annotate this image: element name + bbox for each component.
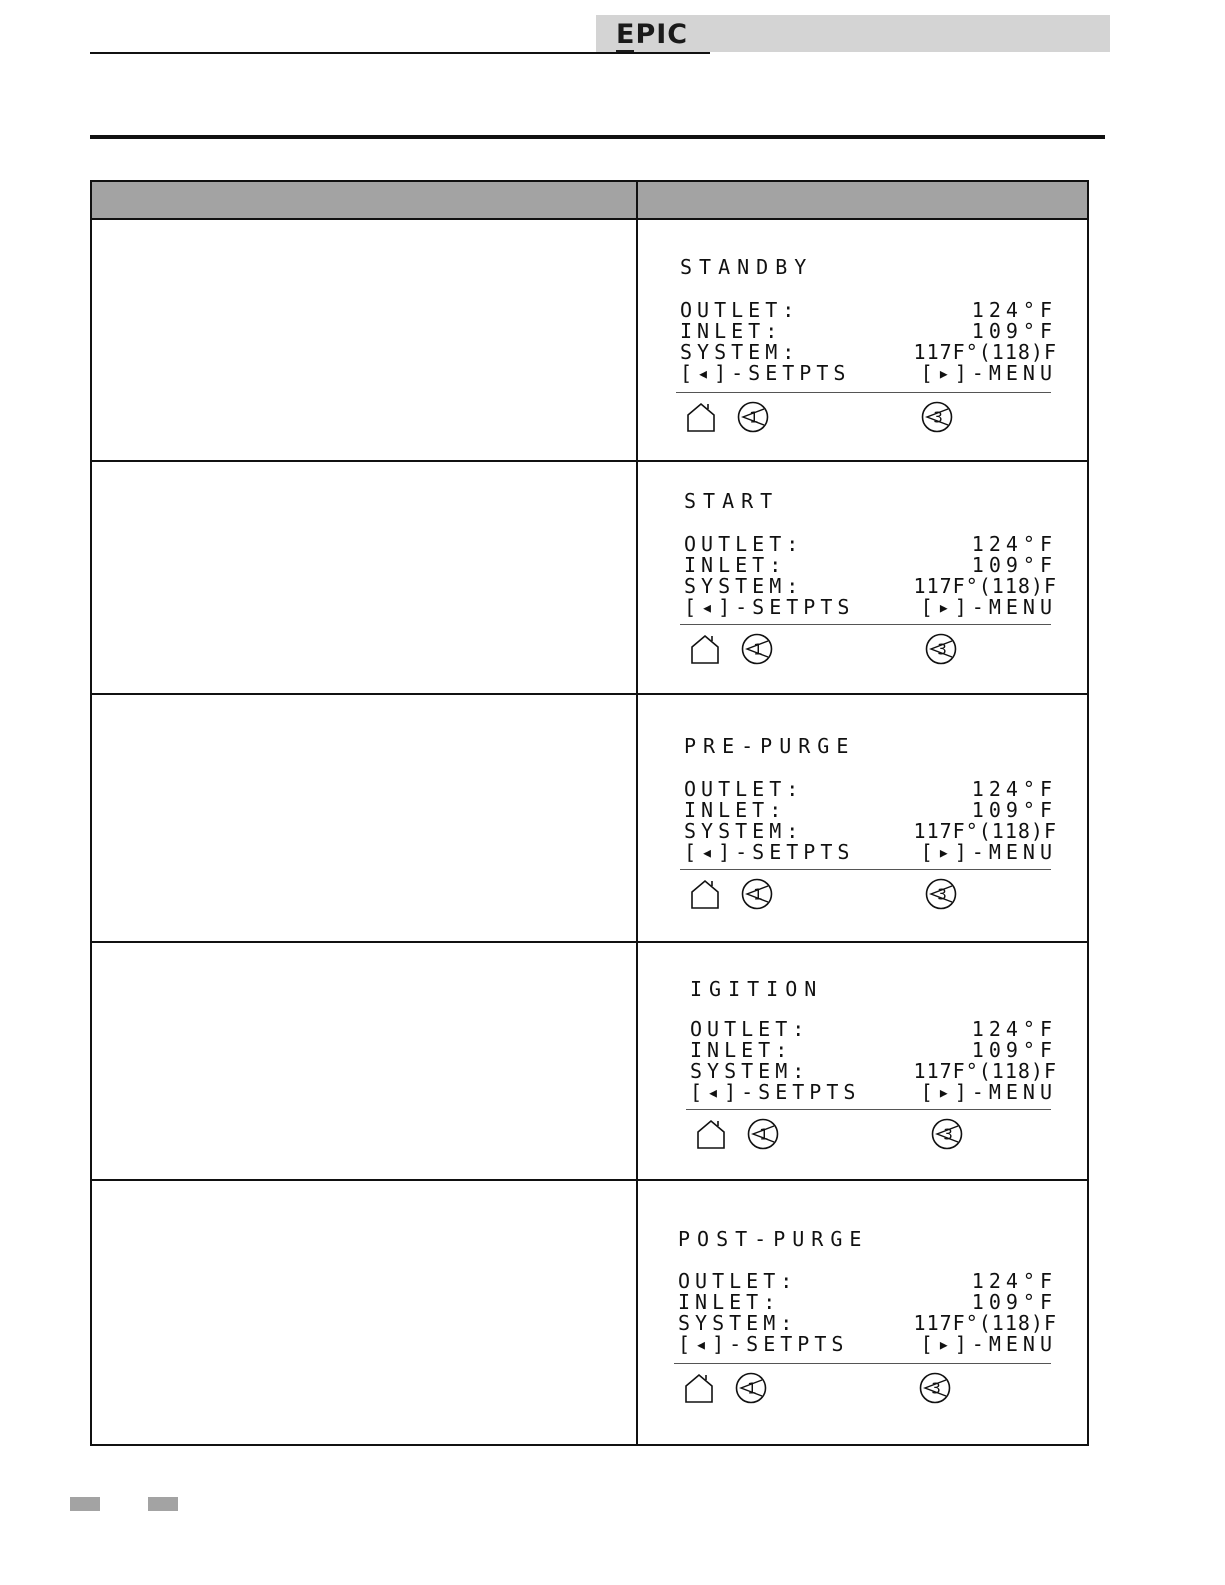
lcd-inlet-value: 109°F xyxy=(971,1290,1057,1314)
svg-text:1: 1 xyxy=(753,640,763,659)
circle-1-icon xyxy=(740,877,774,911)
lcd-inlet-value: 109°F xyxy=(971,553,1057,577)
lcd-system-label: SYSTEM: xyxy=(684,574,804,598)
circle-1-icon xyxy=(746,1117,780,1151)
display-cell xyxy=(637,219,1088,461)
table-row xyxy=(91,1180,1088,1445)
lcd-setpoints-key: [◂]-SETPTS xyxy=(690,1080,861,1104)
section-rule xyxy=(90,135,1105,139)
table-row xyxy=(91,461,1088,694)
description-cell xyxy=(91,219,637,461)
display-cell xyxy=(637,461,1088,694)
lcd-setpoints-key: [◂]-SETPTS xyxy=(678,1332,849,1356)
header-rule xyxy=(90,52,710,54)
home-icon xyxy=(684,400,718,434)
lcd-inlet-value: 109°F xyxy=(971,319,1057,343)
lcd-menu-key: [▸]-MENU xyxy=(920,840,1057,864)
lcd-system-value: 117F°(118)F xyxy=(913,1311,1057,1335)
lcd-divider xyxy=(676,392,1051,393)
svg-text:1: 1 xyxy=(759,1125,769,1144)
circle-3-icon xyxy=(930,1117,964,1151)
lcd-outlet-value: 124°F xyxy=(971,298,1057,322)
display-cell xyxy=(637,694,1088,942)
home-icon xyxy=(688,632,722,666)
lcd-menu-key: [▸]-MENU xyxy=(920,1080,1057,1104)
lcd-outlet-label: OUTLET: xyxy=(680,298,800,322)
lcd-menu-key: [▸]-MENU xyxy=(920,361,1057,385)
lcd-divider xyxy=(680,869,1051,870)
svg-text:3: 3 xyxy=(933,408,943,427)
lcd-inlet-label: INLET: xyxy=(684,553,787,577)
header-cell-description xyxy=(91,181,637,219)
lcd-setpoints-key: [◂]-SETPTS xyxy=(684,595,855,619)
lcd-menu-key: [▸]-MENU xyxy=(920,1332,1057,1356)
lcd-system-value: 117F°(118)F xyxy=(913,819,1057,843)
lcd-divider xyxy=(674,1363,1051,1364)
lcd-system-label: SYSTEM: xyxy=(684,819,804,843)
circle-1-icon xyxy=(736,400,770,434)
lcd-inlet-label: INLET: xyxy=(690,1038,793,1062)
circle-3-icon xyxy=(924,877,958,911)
display-cell xyxy=(637,1180,1088,1445)
table-row xyxy=(91,219,1088,461)
lcd-status: IGITION xyxy=(690,977,824,1001)
lcd-status: STANDBY xyxy=(680,255,814,279)
lcd-system-value: 117F°(118)F xyxy=(913,340,1057,364)
svg-text:1: 1 xyxy=(747,1379,757,1398)
description-cell xyxy=(91,694,637,942)
description-cell xyxy=(91,461,637,694)
lcd-inlet-value: 109°F xyxy=(971,1038,1057,1062)
circle-1-icon xyxy=(734,1371,768,1405)
lcd-inlet-label: INLET: xyxy=(680,319,783,343)
lcd-outlet-label: OUTLET: xyxy=(684,777,804,801)
lcd-divider xyxy=(686,1109,1051,1110)
lcd-outlet-value: 124°F xyxy=(971,1017,1057,1041)
footer-box-left xyxy=(70,1497,100,1511)
header-cell-display xyxy=(637,181,1088,219)
lcd-status: START xyxy=(684,489,780,513)
logo-underline xyxy=(616,50,634,52)
lcd-outlet-value: 124°F xyxy=(971,777,1057,801)
lcd-outlet-value: 124°F xyxy=(971,532,1057,556)
circle-3-icon xyxy=(920,400,954,434)
svg-text:3: 3 xyxy=(937,640,947,659)
svg-text:1: 1 xyxy=(753,885,763,904)
table-header-row xyxy=(91,181,1088,219)
lcd-status: PRE-PURGE xyxy=(684,734,856,758)
lcd-status: POST-PURGE xyxy=(678,1227,869,1251)
header-tab xyxy=(596,15,1110,52)
lcd-system-value: 117F°(118)F xyxy=(913,574,1057,598)
lcd-inlet-label: INLET: xyxy=(678,1290,781,1314)
lcd-system-value: 117F°(118)F xyxy=(913,1059,1057,1083)
svg-text:3: 3 xyxy=(943,1125,953,1144)
home-icon xyxy=(682,1371,716,1405)
svg-text:1: 1 xyxy=(749,408,759,427)
description-cell xyxy=(91,942,637,1180)
state-table xyxy=(90,180,1089,1446)
lcd-system-label: SYSTEM: xyxy=(680,340,800,364)
lcd-outlet-label: OUTLET: xyxy=(684,532,804,556)
lcd-menu-key: [▸]-MENU xyxy=(920,595,1057,619)
footer-box-right xyxy=(148,1497,178,1511)
lcd-divider xyxy=(680,624,1051,625)
lcd-setpoints-key: [◂]-SETPTS xyxy=(684,840,855,864)
circle-3-icon xyxy=(924,632,958,666)
table-row xyxy=(91,694,1088,942)
logo: EPIC xyxy=(616,19,689,50)
lcd-system-label: SYSTEM: xyxy=(690,1059,810,1083)
description-cell xyxy=(91,1180,637,1445)
circle-3-icon xyxy=(918,1371,952,1405)
lcd-system-label: SYSTEM: xyxy=(678,1311,798,1335)
home-icon xyxy=(694,1117,728,1151)
lcd-outlet-label: OUTLET: xyxy=(690,1017,810,1041)
svg-text:3: 3 xyxy=(937,885,947,904)
lcd-outlet-value: 124°F xyxy=(971,1269,1057,1293)
circle-1-icon xyxy=(740,632,774,666)
table-row xyxy=(91,942,1088,1180)
svg-text:3: 3 xyxy=(931,1379,941,1398)
display-cell xyxy=(637,942,1088,1180)
home-icon xyxy=(688,877,722,911)
lcd-outlet-label: OUTLET: xyxy=(678,1269,798,1293)
lcd-inlet-value: 109°F xyxy=(971,798,1057,822)
lcd-inlet-label: INLET: xyxy=(684,798,787,822)
lcd-setpoints-key: [◂]-SETPTS xyxy=(680,361,851,385)
